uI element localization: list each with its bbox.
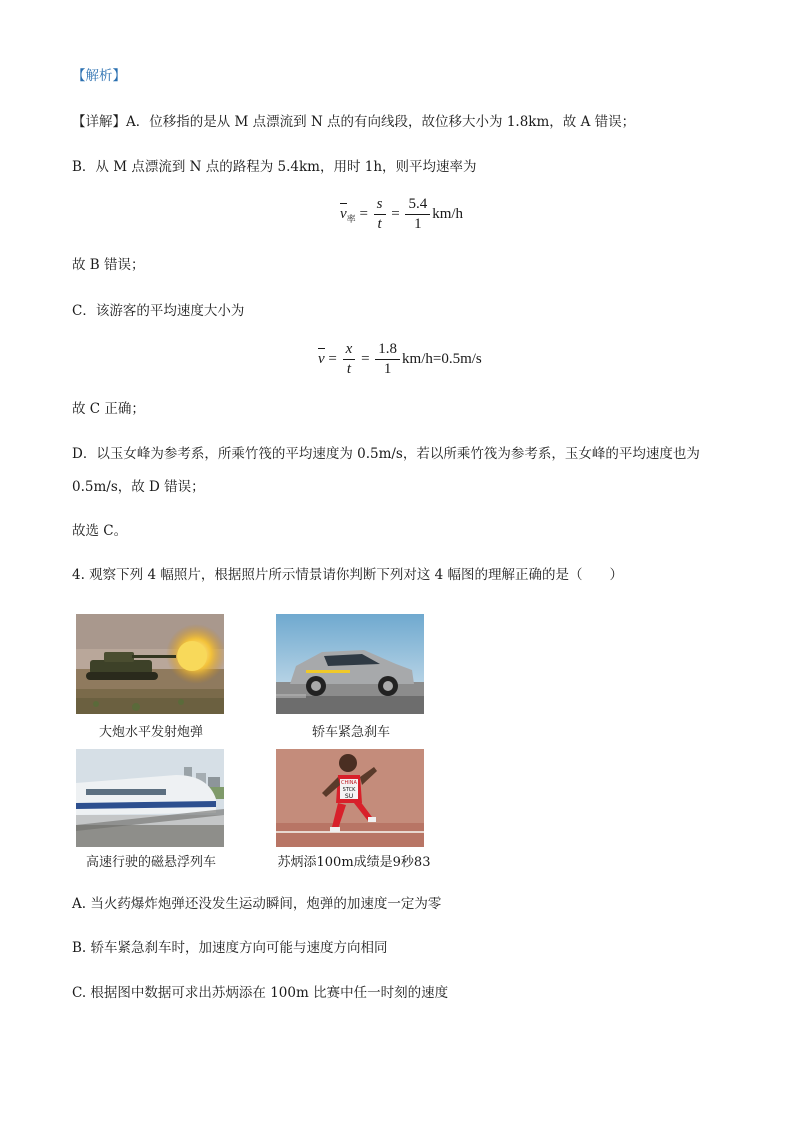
- caption-sprinter: 苏炳添100m成绩是9秒83: [277, 855, 431, 870]
- option-c-conclusion: 故 C 正确；: [72, 401, 145, 417]
- average-velocity-formula: v = $\frac{x}{t}$ = $\frac{1.8}{1}$ km/h=0.5m/s: [318, 341, 482, 377]
- bib-code: STCK: [342, 787, 356, 793]
- option-a-explanation: 【详解】A．位移指的是从 M 点漂流到 N 点的有向线段，故位移大小为 1.8km，故 A 错误；: [72, 114, 636, 130]
- option-c-explanation: C．该游客的平均速度大小为: [72, 303, 245, 319]
- v-symbol: v: [318, 350, 325, 367]
- question-4: 4. 观察下列 4 幅照片，根据照片所示情景请你判断下列对这 4 幅图的理解正确的是（ ）: [72, 567, 624, 583]
- option-c: C. 根据图中数据可求出苏炳添在 100m 比赛中任一时刻的速度: [72, 985, 449, 1001]
- answer-line: 故选 C。: [72, 523, 128, 539]
- car-braking-photo: [276, 614, 424, 714]
- sprinter-photo: [276, 749, 424, 847]
- option-d-explanation-line2: 0.5m/s，故 D 错误；: [72, 479, 205, 495]
- bib-name: SU: [344, 793, 354, 800]
- caption-car: 轿车紧急刹车: [311, 725, 390, 740]
- v-symbol: v: [340, 205, 347, 222]
- fraction-s-over-t: $\frac{s}{t}$: [374, 196, 386, 233]
- tank-firing-photo: [76, 614, 224, 714]
- option-b-conclusion: 故 B 错误；: [72, 257, 145, 273]
- bib-country: CHINA: [341, 780, 357, 786]
- option-b: B. 轿车紧急刹车时，加速度方向可能与速度方向相同: [72, 940, 388, 956]
- option-a: A. 当火药爆炸炮弹还没发生运动瞬间，炮弹的加速度一定为零: [72, 896, 442, 912]
- caption-cannon: 大炮水平发射炮弹: [98, 725, 203, 740]
- caption-maglev: 高速行驶的磁悬浮列车: [85, 855, 216, 870]
- subscript-rate: 率: [346, 213, 356, 224]
- option-d-explanation-line1: D．以玉女峰为参考系，所乘竹筏的平均速度为 0.5m/s，若以所乘竹筏为参考系，玉女峰的平均速度也为: [72, 446, 700, 462]
- fraction-x-over-t: $\frac{x}{t}$: [343, 341, 356, 378]
- option-b-explanation: B．从 M 点漂流到 N 点的路程为 5.4km，用时 1h，则平均速率为: [72, 159, 477, 175]
- fraction-value: $\frac{5.4}{1}$: [405, 196, 430, 233]
- fraction-value: $\frac{1.8}{1}$: [375, 341, 400, 378]
- maglev-train-photo: [76, 749, 224, 847]
- average-rate-formula: $v_率$ = $\frac{s}{t}$ = $\frac{5.4}{1}$ km/h: [340, 196, 464, 232]
- analysis-heading: 【解析】: [72, 68, 126, 84]
- detail-tag: 【详解】: [72, 114, 126, 130]
